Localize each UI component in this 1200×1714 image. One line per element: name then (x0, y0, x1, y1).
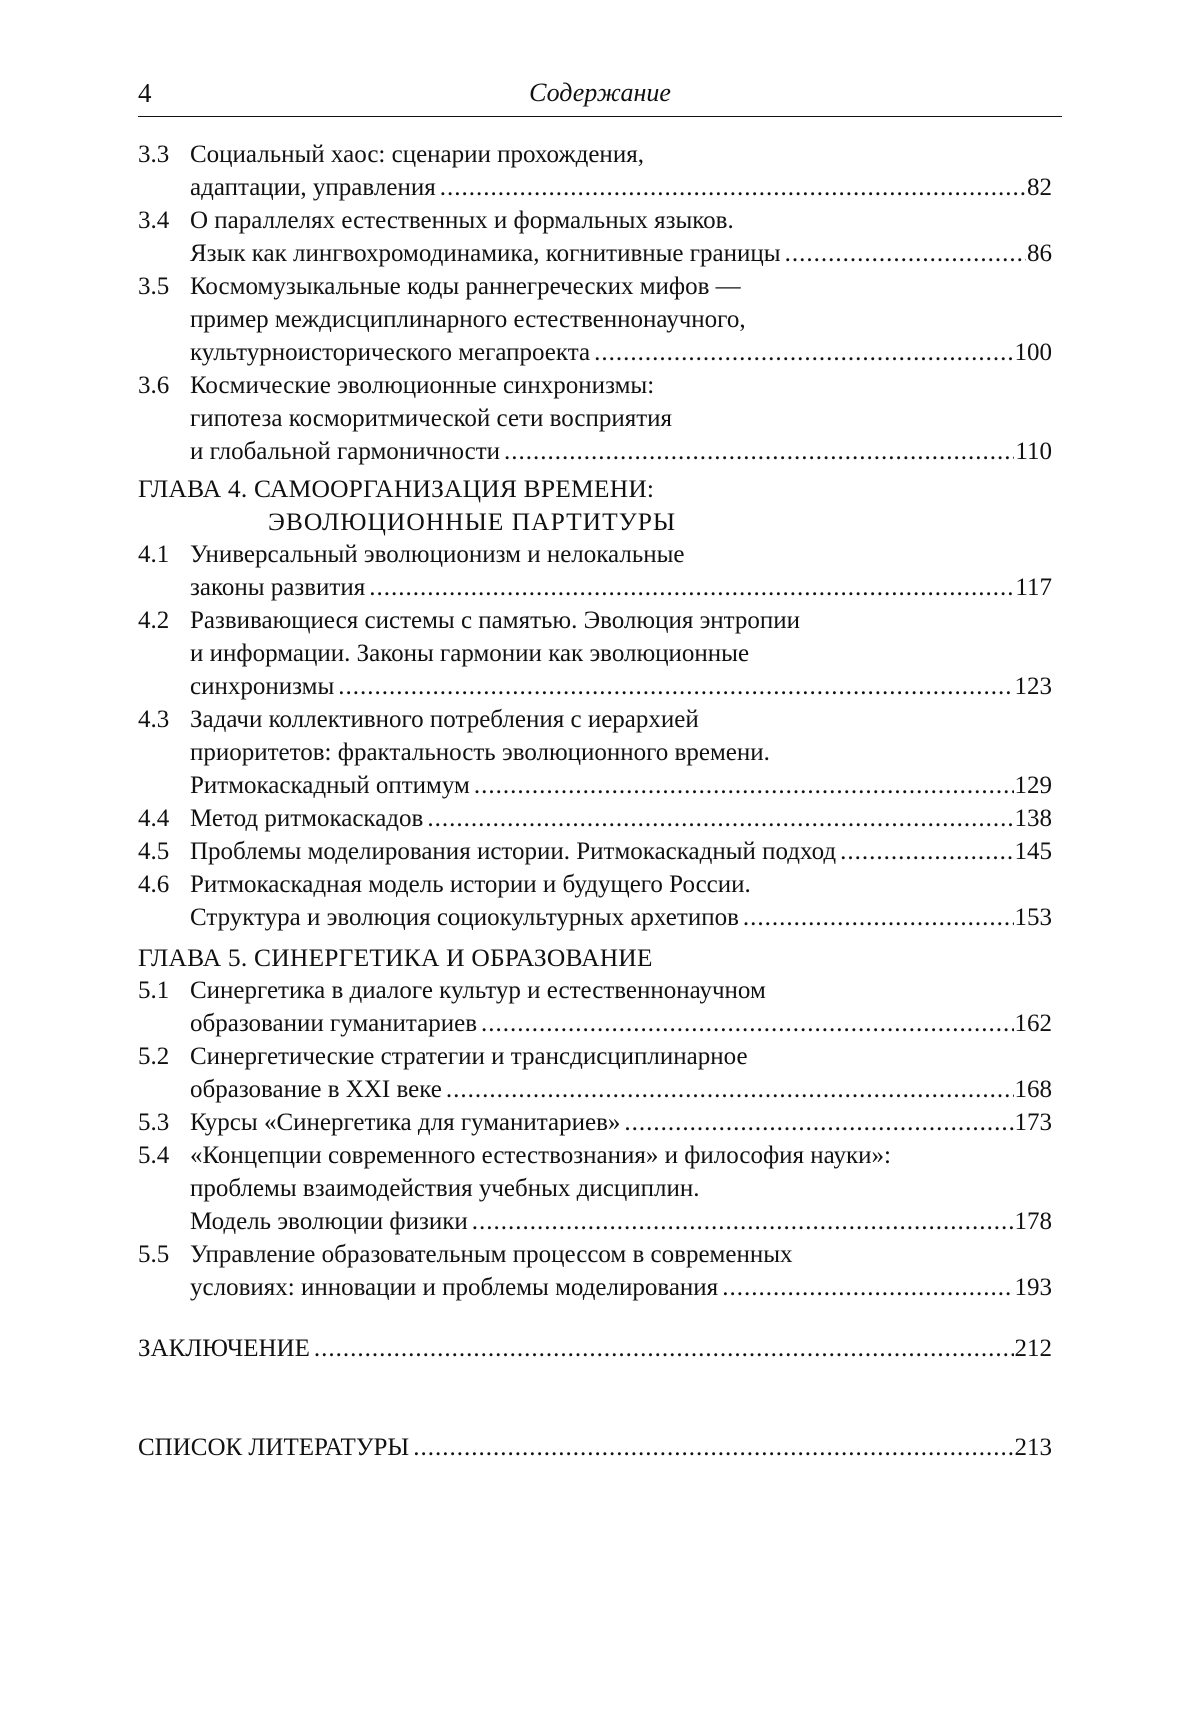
running-head (138, 78, 1062, 118)
title-last-line (190, 1271, 1052, 1304)
title-text: адаптации, управления (190, 174, 436, 201)
page-reference: 100 (1014, 339, 1052, 366)
dot-leader (446, 1073, 1014, 1106)
dot-leader (314, 1332, 1014, 1365)
title-line: Космические эволюционные синхронизмы: (190, 372, 655, 399)
chapter-heading (138, 941, 1052, 974)
page-reference: 212 (1014, 1335, 1052, 1362)
title-text: Курсы «Синергетика для гуманитариев» (190, 1109, 621, 1136)
title-line: Социальный хаос: сценарии прохождения, (190, 141, 644, 168)
toc-entry (138, 1106, 1052, 1139)
page-reference: 213 (1014, 1434, 1052, 1461)
toc-entry (138, 974, 1052, 1040)
bibliography-entry (138, 1431, 1052, 1464)
title-line: Задачи коллективного потребления с иерархией (190, 706, 699, 733)
section-number: 3.3 (138, 141, 170, 168)
title-text: и глобальной гармоничности (190, 438, 501, 465)
toc-entry (138, 369, 1052, 468)
toc-entry (138, 1238, 1052, 1304)
title-text: законы развития (190, 574, 366, 601)
toc-entry (138, 270, 1052, 369)
dot-leader (743, 901, 1014, 934)
section-number: 4.4 (138, 805, 170, 832)
title-last-line (190, 171, 1052, 204)
page-reference: 153 (1014, 904, 1052, 931)
toc-entry (138, 204, 1052, 270)
title-line: Управление образовательным процессом в современных (190, 1241, 793, 1268)
toc-entry (138, 1040, 1052, 1106)
toc-entry (138, 1139, 1052, 1238)
chapter-heading-line: ГЛАВА 4. САМООРГАНИЗАЦИЯ ВРЕМЕНИ: (138, 474, 655, 503)
page-reference: 129 (1014, 772, 1052, 799)
page-reference: 162 (1014, 1010, 1052, 1037)
section-number: 4.1 (138, 541, 170, 568)
title-text: образовании гуманитариев (190, 1010, 478, 1037)
title-line: проблемы взаимодействия учебных дисциплин. (190, 1175, 700, 1202)
chapter-heading-line: ЭВОЛЮЦИОННЫЕ ПАРТИТУРЫ (268, 507, 677, 536)
title-line: гипотеза косморитмической сети восприятия (190, 405, 673, 432)
dot-leader (440, 171, 1026, 204)
section-number: 5.2 (138, 1043, 170, 1070)
entry-title (190, 1238, 1052, 1304)
page-reference: 193 (1014, 1274, 1052, 1301)
dot-leader (413, 1431, 1013, 1464)
page-reference: 86 (1027, 240, 1052, 267)
title-text: образование в XXI веке (190, 1076, 442, 1103)
section-number: 3.5 (138, 273, 170, 300)
entry-title (190, 703, 1052, 802)
entry-title (190, 538, 1052, 604)
title-line: Синергетика в диалоге культур и естественнонаучном (190, 977, 766, 1004)
title-text: условиях: инновации и проблемы моделирования (190, 1274, 719, 1301)
title-line: О параллелях естественных и формальных языков. (190, 207, 734, 234)
dot-leader (472, 1205, 1014, 1238)
entry-title (190, 270, 1052, 369)
page-reference: 178 (1014, 1208, 1052, 1235)
title-last-line (190, 802, 1052, 835)
dot-leader (474, 769, 1014, 802)
title-line: Синергетические стратегии и трансдисциплинарное (190, 1043, 748, 1070)
section-number: 5.4 (138, 1142, 170, 1169)
entry-title (190, 369, 1052, 468)
bibliography-entry-line (138, 1431, 1052, 1464)
title-text: синхронизмы (190, 673, 335, 700)
page-reference: 145 (1014, 838, 1052, 865)
page-number: 4 (138, 78, 152, 108)
page-reference: 117 (1015, 574, 1052, 601)
page-reference: 110 (1015, 438, 1052, 465)
title-text: Ритмокаскадный оптимум (190, 772, 470, 799)
entry-title (190, 1139, 1052, 1238)
section-number: 4.6 (138, 871, 170, 898)
section-number: 5.1 (138, 977, 170, 1004)
title-line: пример междисциплинарного естественнонаучного, (190, 306, 746, 333)
conclusion-entry (138, 1332, 1052, 1365)
entry-title (190, 974, 1052, 1040)
title-text: Язык как лингвохромодинамика, когнитивные границы (190, 240, 781, 267)
entry-title (190, 138, 1052, 204)
dot-leader (624, 1106, 1013, 1139)
dot-leader (427, 802, 1013, 835)
conclusion-entry-label: ЗАКЛЮЧЕНИЕ (138, 1335, 310, 1362)
title-line: и информации. Законы гармонии как эволюционные (190, 640, 750, 667)
entry-title (190, 1106, 1052, 1139)
page-reference: 138 (1014, 805, 1052, 832)
dot-leader (840, 835, 1013, 868)
title-last-line (190, 435, 1052, 468)
title-line: Развивающиеся системы с памятью. Эволюция энтропии (190, 607, 801, 634)
dot-leader (481, 1007, 1013, 1040)
title-last-line (190, 237, 1052, 270)
dot-leader (785, 237, 1026, 270)
toc-entry (138, 538, 1052, 604)
title-text: культурноисторического мегапроекта (190, 339, 591, 366)
title-line: приоритетов: фрактальность эволюционного времени. (190, 739, 770, 766)
title-last-line (190, 1205, 1052, 1238)
entry-title (190, 802, 1052, 835)
title-line: Универсальный эволюционизм и нелокальные (190, 541, 685, 568)
page-reference: 173 (1014, 1109, 1052, 1136)
toc-entry (138, 802, 1052, 835)
running-title: Содержание (529, 78, 671, 107)
bibliography-entry-label: СПИСОК ЛИТЕРАТУРЫ (138, 1434, 410, 1461)
section-number: 4.5 (138, 838, 170, 865)
toc-entry (138, 703, 1052, 802)
title-last-line (190, 1106, 1052, 1139)
page-reference: 82 (1027, 174, 1052, 201)
dot-leader (369, 571, 1014, 604)
entry-title (190, 868, 1052, 934)
dot-leader (722, 1271, 1013, 1304)
section-number: 5.3 (138, 1109, 170, 1136)
entry-title (190, 835, 1052, 868)
dot-leader (338, 670, 1013, 703)
page-reference: 123 (1014, 673, 1052, 700)
section-number: 3.4 (138, 207, 170, 234)
title-last-line (190, 901, 1052, 934)
chapter-heading (138, 472, 1052, 538)
entry-title (190, 204, 1052, 270)
entry-title (190, 1040, 1052, 1106)
toc-entry (138, 868, 1052, 934)
dot-leader (594, 336, 1013, 369)
section-number: 5.5 (138, 1241, 170, 1268)
chapter-heading-line: ГЛАВА 5. СИНЕРГЕТИКА И ОБРАЗОВАНИЕ (138, 943, 653, 972)
entry-title (190, 604, 1052, 703)
table-of-contents (138, 138, 1052, 1464)
title-line: Космомузыкальные коды раннегреческих мифов — (190, 273, 741, 300)
section-number: 3.6 (138, 372, 170, 399)
conclusion-entry-line (138, 1332, 1052, 1365)
toc-entry (138, 835, 1052, 868)
section-number: 4.2 (138, 607, 170, 634)
title-last-line (190, 670, 1052, 703)
title-last-line (190, 571, 1052, 604)
page-reference: 168 (1014, 1076, 1052, 1103)
title-last-line (190, 769, 1052, 802)
toc-entry (138, 138, 1052, 204)
title-text: Модель эволюции физики (190, 1208, 468, 1235)
title-text: Метод ритмокаскадов (190, 805, 424, 832)
title-text: Структура и эволюция социокультурных архетипов (190, 904, 739, 931)
title-last-line (190, 336, 1052, 369)
title-last-line (190, 835, 1052, 868)
title-last-line (190, 1073, 1052, 1106)
header-rule (138, 116, 1062, 117)
toc-entry (138, 604, 1052, 703)
dot-leader (504, 435, 1014, 468)
title-line: Ритмокаскадная модель истории и будущего России. (190, 871, 751, 898)
title-text: Проблемы моделирования истории. Ритмокаскадный подход (190, 838, 837, 865)
title-line: «Концепции современного естествознания» и философия науки»: (190, 1142, 891, 1169)
title-last-line (190, 1007, 1052, 1040)
section-number: 4.3 (138, 706, 170, 733)
